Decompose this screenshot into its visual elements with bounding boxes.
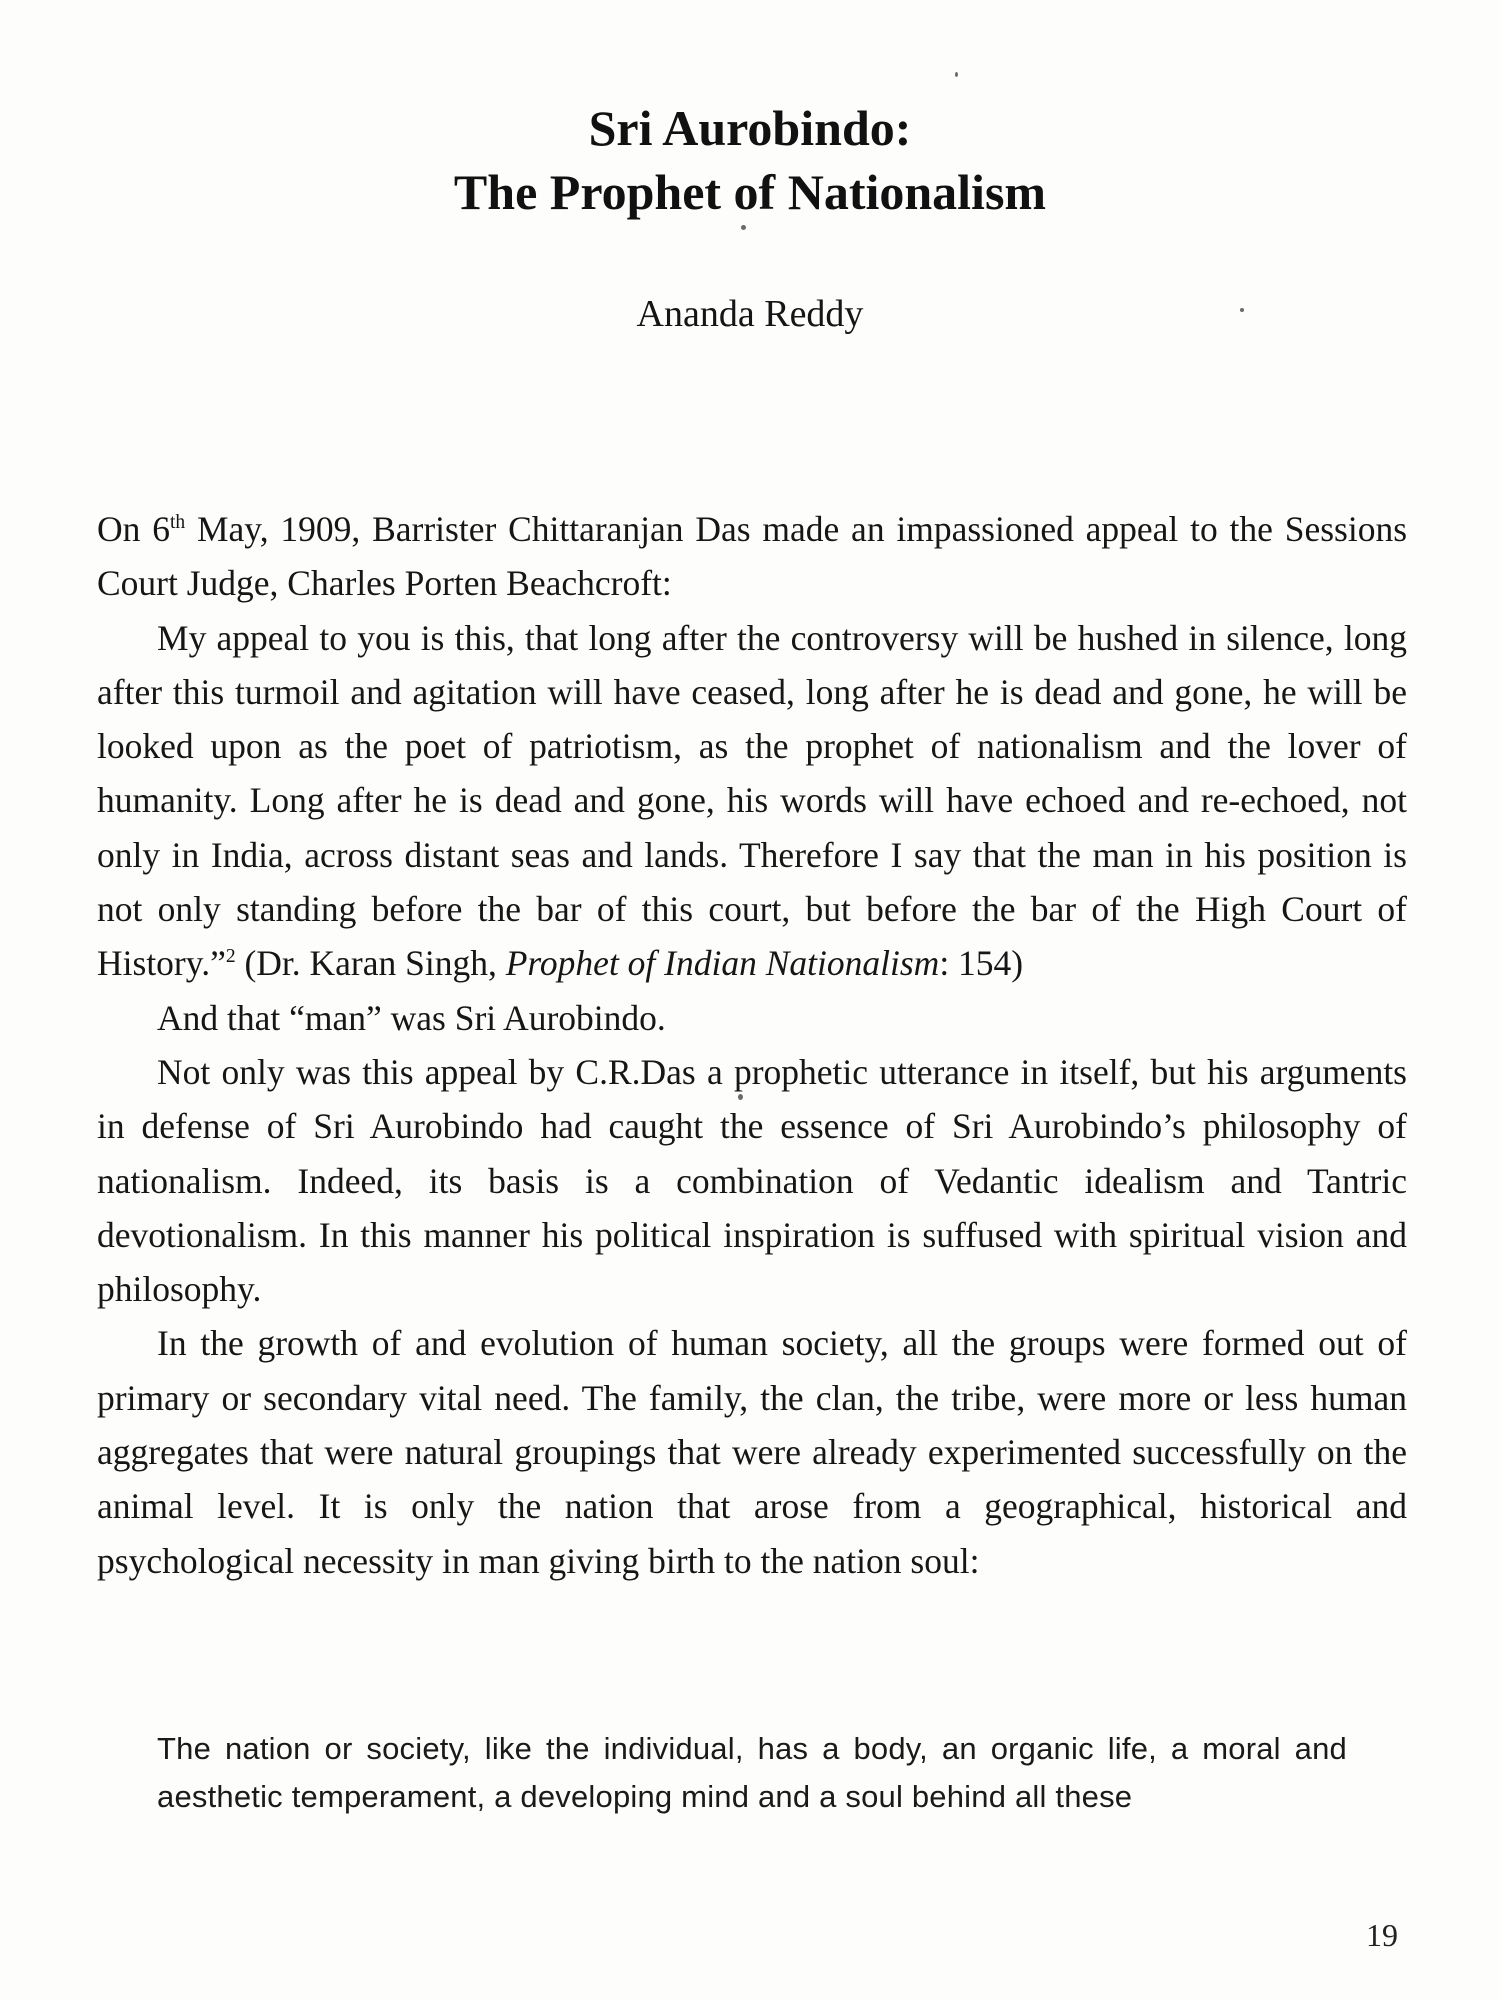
paragraph-man: And that “man” was Sri Aurobindo. [157,997,666,1038]
citation-title: Prophet of Indian Nationalism [505,943,940,984]
scan-speck [1240,308,1244,312]
citation-close: : 154) [939,943,1024,984]
citation-open: (Dr. Karan Singh, [235,943,506,984]
article-author: Ananda Reddy [636,293,864,335]
quotation-text: My appeal to you is this, that long after the controversy will be hushed in silence, long after this turmoil and agitation will have ceased, long after he is dead and gone, he will be looked upon as the poet of patriotism, as the prophet of nationalism and the lover of humanity. Long after he is dead and gone, his words will have echoed and re-echoed, not only in India, across distant seas and lands. Therefore I say that the man in his position is not only standing before the bar of this court, but before the bar of the High Court of History.” [97,617,1407,984]
paragraph-quotation [97,611,1407,991]
block-quote [157,1725,1347,1821]
ordinal-suffix: th [169,512,186,534]
paragraph-intro [97,502,1407,611]
article-body [97,502,1407,1588]
intro-text-rest: May, 1909, Barrister Chittaranjan Das made an impassioned appeal to the Sessions Court Judge, Charles Porten Beachcroft: [97,509,1408,604]
scan-speck [955,72,958,77]
scan-speck [741,225,746,230]
page-number: 19 [1366,1917,1398,1953]
paragraph-appeal: Not only was this appeal by C.R.Das a prophetic utterance in itself, but his arguments in defense of Sri Aurobindo had caught the essence of Sri Aurobindo’s philosophy of nationalism. Indeed, its basis is a combination of Vedantic idealism and Tantric devotionalism. In this manner his political inspiration is suffused with spiritual vision and philosophy. [97,1051,1407,1310]
article-title-line-2: The Prophet of Nationalism [453,164,1047,220]
paragraph-society: In the growth of and evolution of human society, all the groups were formed out of primary or secondary vital need. The family, the clan, the tribe, were more or less human aggregates that were natural groupings that were already experimented successfully on the animal level. It is only the nation that arose from a geographical, historical and psychological necessity in man giving birth to the nation soul: [97,1323,1407,1581]
article-title-line-1: Sri Aurobindo: [588,100,912,156]
scan-speck [738,1094,743,1100]
block-quote-text: The nation or society, like the individual, has a body, an organic life, a moral and aesthetic temperament, a developing mind and a soul behind all these [157,1731,1347,1814]
intro-text-start: On 6 [97,509,170,549]
footnote-marker: 2 [225,946,236,968]
